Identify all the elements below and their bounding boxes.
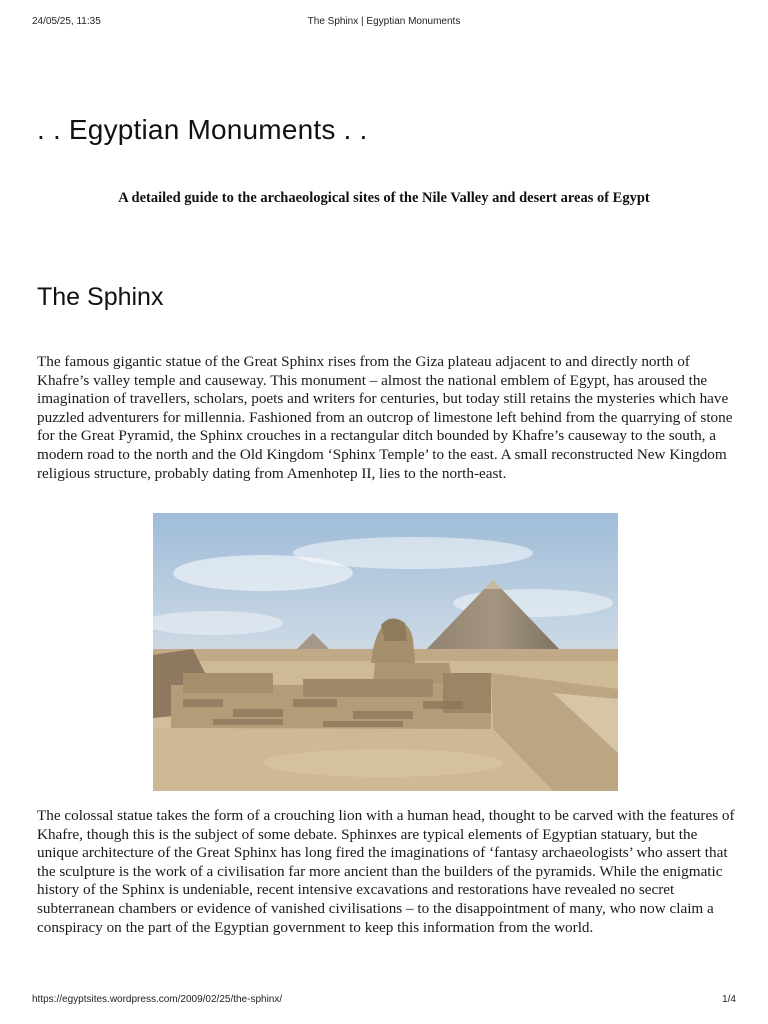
site-title[interactable]: . . Egyptian Monuments . . bbox=[37, 114, 368, 145]
sphinx-photo-illustration bbox=[153, 513, 618, 791]
page-number: 1/4 bbox=[722, 994, 736, 1005]
print-datetime: 24/05/25, 11:35 bbox=[32, 16, 101, 27]
print-page-title: The Sphinx | Egyptian Monuments bbox=[307, 16, 461, 27]
article-paragraph: The colossal statue takes the form of a crouching lion with a human head, thought to be carved with the features of Khafre, though this is the subject of some debate. Sphinxes are typical elements of Egyptian statuary, but the unique architecture of the Great Sphinx has long fired the imaginations of ‘fantasy archaeologists’ who assert that the sculpture is the work of a civilisation far more ancient than the builders of the pyramids. While the enigmatic history of the Sphinx is undeniable, recent intensive excavations and restorations have revealed no secret subterranean chambers or evidence of vanished civilisations – to the disappointment of many, who now claim a conspiracy on the part of the Egyptian government to keep this information from the world. bbox=[37, 807, 735, 936]
page-url[interactable]: https://egyptsites.wordpress.com/2009/02/25/the-sphinx/ bbox=[32, 994, 283, 1005]
sphinx-photo bbox=[153, 513, 618, 791]
print-footer bbox=[0, 994, 768, 1008]
article-title: The Sphinx bbox=[37, 283, 164, 311]
site-tagline: A detailed guide to the archaeological sites of the Nile Valley and desert areas of Egypt bbox=[118, 190, 650, 206]
print-header bbox=[0, 16, 768, 30]
article-paragraph: The famous gigantic statue of the Great Sphinx rises from the Giza plateau adjacent to and directly north of Khafre’s valley temple and causeway. This monument – almost the national emblem of Egypt, has aroused the imagination of travellers, scholars, poets and writers for centuries, but today still retains the mysteries which have puzzled adventurers for millennia. Fashioned from an outcrop of limestone left behind from the quarrying of stone for the Great Pyramid, the Sphinx crouches in a rectangular ditch bounded by Khafre’s causeway to the south, a modern road to the north and the Old Kingdom ‘Sphinx Temple’ to the east. A small reconstructed New Kingdom religious structure, probably dating from Amenhotep II, lies to the north-east. bbox=[37, 353, 733, 482]
